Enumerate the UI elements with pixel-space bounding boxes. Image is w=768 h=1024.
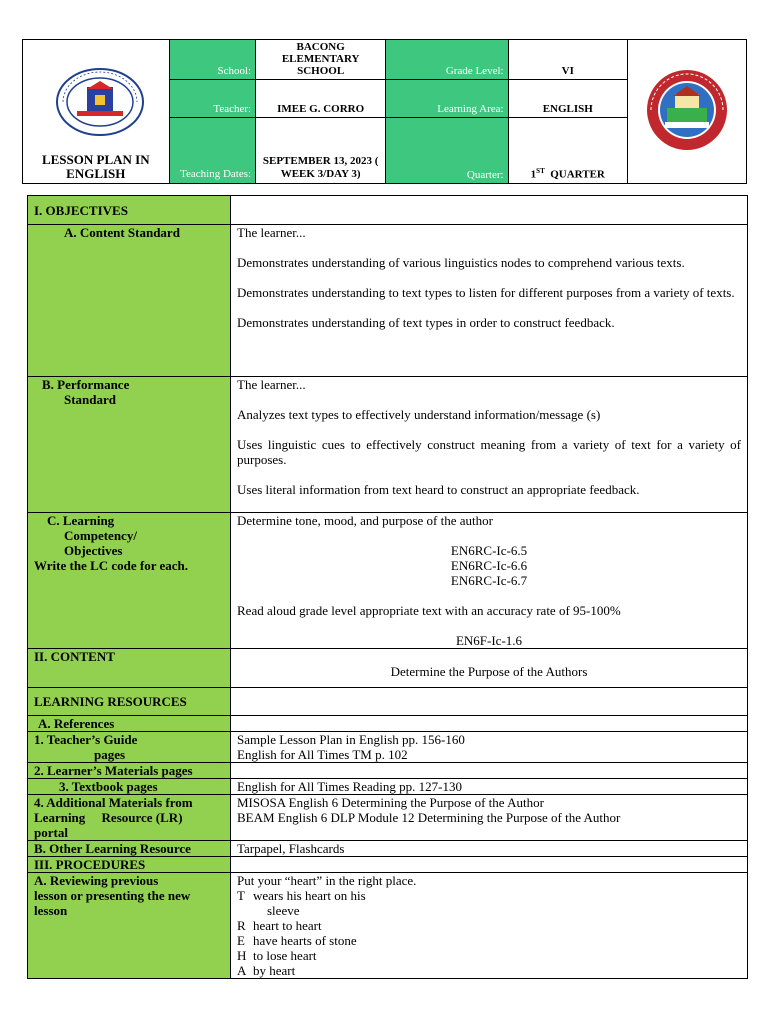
review-text: heart to heart bbox=[253, 918, 322, 933]
am-value: BEAM English 6 DLP Module 12 Determining the Purpose of the Author bbox=[237, 810, 621, 825]
review-label-line: A. Reviewing previous bbox=[34, 873, 159, 888]
content-standard-label-text: A. Content Standard bbox=[64, 225, 180, 240]
content-label: II. CONTENT bbox=[28, 649, 231, 688]
document-title: LESSON PLAN IN ENGLISH bbox=[41, 152, 150, 181]
dates-value: SEPTEMBER 13, 2023 ( WEEK 3/DAY 3) bbox=[256, 118, 386, 184]
area-value: ENGLISH bbox=[508, 80, 627, 118]
content-standard-line: Demonstrates understanding of text types in order to construct feedback. bbox=[237, 315, 615, 330]
review-label bbox=[28, 873, 231, 979]
objectives-blank bbox=[231, 196, 748, 225]
review-label-line: lesson or presenting the new bbox=[34, 888, 191, 903]
procedures-label: III. PROCEDURES bbox=[28, 857, 231, 873]
olr-label: B. Other Learning Resource bbox=[28, 841, 231, 857]
references-label-text: A. References bbox=[38, 716, 115, 731]
content-standard-line: The learner... bbox=[237, 225, 306, 240]
performance-standard-label bbox=[28, 377, 231, 513]
performance-standard-cell bbox=[231, 377, 748, 513]
review-item bbox=[237, 948, 741, 963]
tb-label-text: 3. Textbook pages bbox=[59, 779, 158, 794]
area-label: Learning Area: bbox=[386, 80, 508, 118]
am-label-line: Learning Resource (LR) bbox=[34, 810, 183, 825]
teacher-value: IMEE G. CORRO bbox=[256, 80, 386, 118]
tg-label-line: 1. Teacher’s Guide bbox=[34, 732, 138, 747]
am-label-line: portal bbox=[34, 825, 68, 840]
competency-label-line: Objectives bbox=[64, 543, 123, 558]
review-item bbox=[237, 963, 741, 978]
competency-cell bbox=[231, 513, 748, 649]
review-letter: T bbox=[237, 888, 245, 903]
quarter-value bbox=[508, 118, 627, 184]
content-standard-label bbox=[28, 225, 231, 377]
lm-blank bbox=[231, 763, 748, 779]
performance-line: Uses literal information from text heard to construct an appropriate feedback. bbox=[237, 482, 640, 497]
competency-text: Determine tone, mood, and purpose of the author bbox=[237, 513, 493, 528]
performance-line: The learner... bbox=[237, 377, 306, 392]
objectives-heading: I. OBJECTIVES bbox=[28, 196, 231, 225]
review-letter: H bbox=[237, 948, 247, 963]
content-cell bbox=[231, 649, 748, 688]
references-label bbox=[28, 716, 231, 732]
procedures-blank bbox=[231, 857, 748, 873]
tb-value: English for All Times Reading pp. 127-130 bbox=[231, 779, 748, 795]
lesson-plan-table bbox=[27, 195, 748, 979]
performance-label-line: Standard bbox=[64, 392, 117, 407]
tg-cell bbox=[231, 732, 748, 763]
quarter-label: Quarter: bbox=[386, 118, 508, 184]
lm-label: 2. Learner’s Materials pages bbox=[28, 763, 231, 779]
quarter-word: QUARTER bbox=[550, 169, 605, 181]
school-value: BACONG ELEMENTARY SCHOOL bbox=[256, 40, 386, 80]
review-item bbox=[237, 888, 741, 903]
performance-label-line: B. Performance bbox=[42, 377, 130, 392]
competency-label-line: Write the LC code for each. bbox=[34, 558, 189, 573]
resources-blank bbox=[231, 688, 748, 716]
review-letter: R bbox=[237, 918, 246, 933]
performance-line: Uses linguistic cues to effectively construct meaning from a variety of text for a variety of purposes. bbox=[237, 437, 741, 467]
dates-label: Teaching Dates: bbox=[169, 118, 256, 184]
school-seal-icon bbox=[645, 68, 729, 152]
review-text: by heart bbox=[253, 963, 296, 978]
content-standard-line: Demonstrates understanding of various linguistics nodes to comprehend various texts. bbox=[237, 255, 685, 270]
content-standard-line: Demonstrates understanding to text types to listen for different purposes from a variety of texts. bbox=[237, 285, 735, 300]
tg-label-line: pages bbox=[94, 747, 126, 762]
competency-label-line: Competency/ bbox=[64, 528, 137, 543]
am-label bbox=[28, 795, 231, 841]
olr-value: Tarpapel, Flashcards bbox=[231, 841, 748, 857]
grade-value: VI bbox=[508, 40, 627, 80]
competency-label bbox=[28, 513, 231, 649]
review-letter: E bbox=[237, 933, 245, 948]
school-seal-cell bbox=[627, 40, 746, 184]
review-text: wears his heart on his bbox=[253, 888, 366, 903]
review-cell bbox=[231, 873, 748, 979]
references-blank bbox=[231, 716, 748, 732]
grade-label: Grade Level: bbox=[386, 40, 508, 80]
header-table bbox=[22, 39, 747, 184]
tb-label bbox=[28, 779, 231, 795]
tg-value: English for All Times TM p. 102 bbox=[237, 747, 408, 762]
title-cell bbox=[23, 40, 170, 184]
teacher-label: Teacher: bbox=[169, 80, 256, 118]
school-label: School: bbox=[169, 40, 256, 80]
tg-value: Sample Lesson Plan in English pp. 156-160 bbox=[237, 732, 465, 747]
competency-code: EN6RC-Ic-6.6 bbox=[450, 558, 528, 573]
competency-code: EN6F-Ic-1.6 bbox=[455, 633, 523, 648]
competency-text: Read aloud grade level appropriate text with an accuracy rate of 95-100% bbox=[237, 603, 621, 618]
tg-label bbox=[28, 732, 231, 763]
deped-seal-icon bbox=[55, 67, 145, 137]
am-label-line: 4. Additional Materials from bbox=[34, 795, 193, 810]
review-text: have hearts of stone bbox=[253, 933, 357, 948]
resources-label: LEARNING RESOURCES bbox=[28, 688, 231, 716]
competency-code: EN6RC-Ic-6.5 bbox=[450, 543, 528, 558]
content-standard-cell bbox=[231, 225, 748, 377]
am-value: MISOSA English 6 Determining the Purpose of the Author bbox=[237, 795, 544, 810]
review-item bbox=[237, 933, 741, 948]
review-item bbox=[237, 903, 741, 918]
performance-line: Analyzes text types to effectively understand information/message (s) bbox=[237, 407, 601, 422]
am-cell bbox=[231, 795, 748, 841]
review-text: sleeve bbox=[267, 903, 300, 918]
review-letter: A bbox=[237, 963, 247, 978]
review-item bbox=[237, 918, 741, 933]
content-value: Determine the Purpose of the Authors bbox=[390, 664, 588, 679]
review-text: to lose heart bbox=[253, 948, 317, 963]
review-intro: Put your “heart” in the right place. bbox=[237, 873, 417, 888]
quarter-suffix: ST bbox=[536, 167, 545, 176]
competency-code: EN6RC-Ic-6.7 bbox=[450, 573, 528, 588]
competency-label-line: C. Learning bbox=[47, 513, 115, 528]
quarter-number: 1 bbox=[530, 169, 537, 181]
review-label-line: lesson bbox=[34, 903, 68, 918]
